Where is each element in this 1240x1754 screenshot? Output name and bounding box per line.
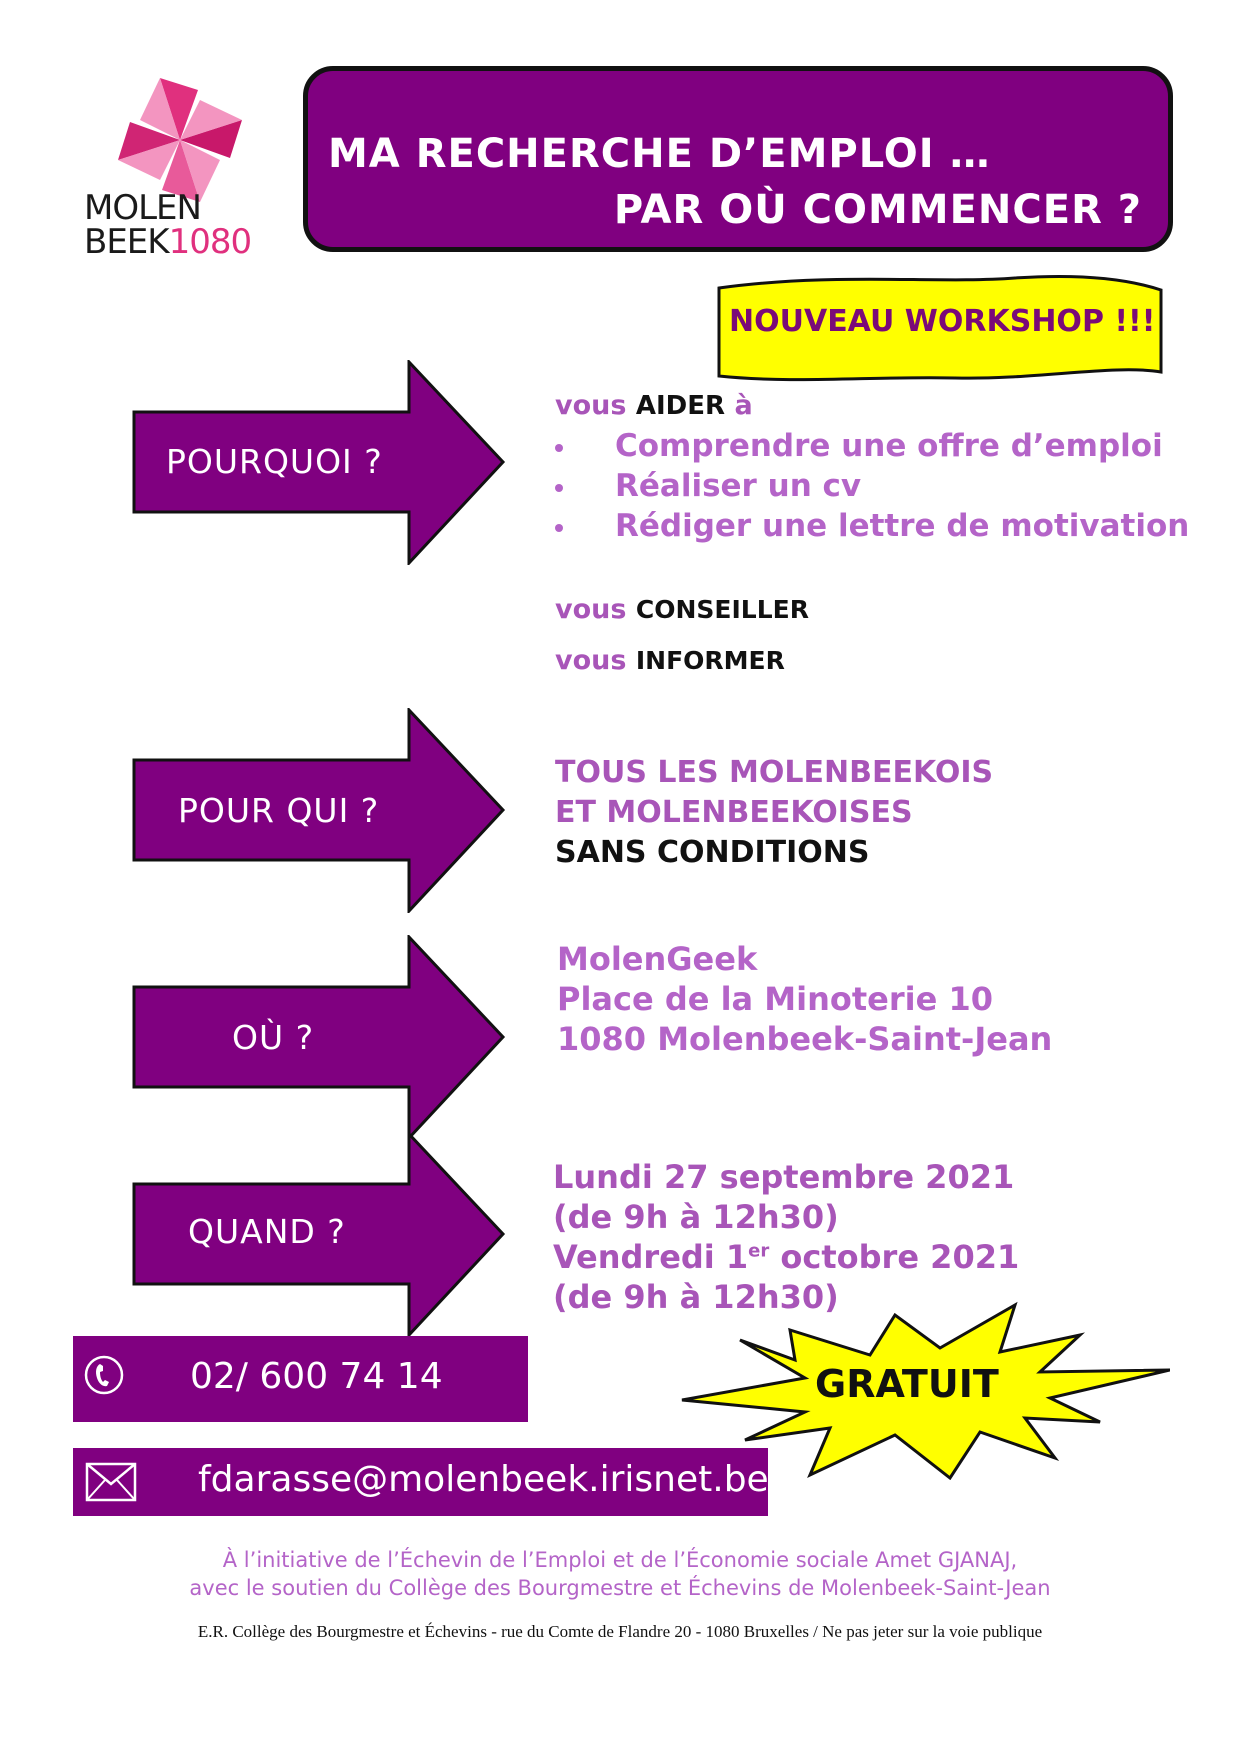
informer-line bbox=[555, 645, 785, 676]
quand-line1: Lundi 27 septembre 2021 bbox=[553, 1158, 1015, 1196]
aider-suffix: à bbox=[734, 390, 753, 421]
bullet-text: Rédiger une lettre de motivation bbox=[615, 508, 1190, 544]
logo-1080: 1080 bbox=[168, 222, 252, 262]
bullet-dot bbox=[555, 524, 563, 532]
bullet-dot bbox=[555, 484, 563, 492]
bullet-item bbox=[555, 508, 1189, 544]
label-pourquoi: POURQUOI ? bbox=[166, 442, 383, 481]
label-pour-qui: POUR QUI ? bbox=[178, 791, 380, 830]
quand-line2: (de 9h à 12h30) bbox=[553, 1198, 839, 1236]
email-address[interactable]: fdarasse@molenbeek.irisnet.be bbox=[198, 1459, 769, 1500]
informer-prefix: vous bbox=[555, 645, 627, 676]
bullet-text: Réaliser un cv bbox=[615, 468, 862, 504]
banner-text: NOUVEAU WORKSHOP !!! bbox=[729, 304, 1156, 339]
quand-line3-a: Vendredi 1 bbox=[553, 1238, 749, 1276]
bullet-item bbox=[555, 428, 1163, 464]
logo-line2 bbox=[84, 224, 251, 260]
aider-word: AIDER bbox=[635, 391, 726, 421]
label-ou: OÙ ? bbox=[232, 1018, 315, 1057]
phone-number[interactable]: 02/ 600 74 14 bbox=[190, 1356, 443, 1397]
title-line1: MA RECHERCHE D’EMPLOI … bbox=[328, 131, 991, 177]
pour-qui-line3: SANS CONDITIONS bbox=[555, 835, 870, 870]
ou-line2: Place de la Minoterie 10 bbox=[557, 980, 993, 1018]
label-quand: QUAND ? bbox=[188, 1212, 346, 1251]
ou-line3: 1080 Molenbeek-Saint-Jean bbox=[557, 1020, 1053, 1058]
gratuit-text: GRATUIT bbox=[815, 1362, 999, 1406]
quand-line4: (de 9h à 12h30) bbox=[553, 1278, 839, 1316]
bullet-dot bbox=[555, 444, 563, 452]
envelope-icon bbox=[85, 1462, 137, 1502]
quand-line3 bbox=[553, 1238, 1019, 1276]
quand-line3-b: octobre 2021 bbox=[769, 1238, 1020, 1276]
bullet-item bbox=[555, 468, 861, 504]
phone-icon bbox=[83, 1354, 125, 1396]
email-bar bbox=[73, 1448, 768, 1516]
ou-line1: MolenGeek bbox=[557, 940, 758, 978]
new-workshop-banner bbox=[715, 268, 1165, 388]
footer-er: E.R. Collège des Bourgmestre et Échevins - rue du Comte de Flandre 20 - 1080 Bruxelles / Ne pas jeter sur la voie publique bbox=[197, 1622, 1043, 1641]
bullet-text: Comprendre une offre d’emploi bbox=[615, 428, 1163, 464]
logo-line1: MOLEN bbox=[84, 188, 201, 228]
title-line2: PAR OÙ COMMENCER ? bbox=[613, 187, 1142, 233]
pour-qui-line1: TOUS LES MOLENBEEKOIS bbox=[555, 755, 994, 790]
molenbeek-logo bbox=[70, 60, 270, 270]
aider-prefix: vous bbox=[555, 390, 627, 421]
conseiller-line bbox=[555, 594, 809, 625]
pour-qui-line2: ET MOLENBEEKOISES bbox=[555, 795, 913, 830]
informer-word: INFORMER bbox=[635, 646, 785, 675]
quand-line3-sup: er bbox=[748, 1240, 770, 1262]
phone-bar bbox=[73, 1336, 528, 1422]
aider-line bbox=[555, 390, 753, 421]
title-box bbox=[303, 66, 1173, 252]
logo-beek: BEEK bbox=[84, 222, 169, 262]
conseiller-word: CONSEILLER bbox=[635, 595, 809, 624]
gratuit-starburst bbox=[680, 1300, 1170, 1480]
footer-line1: À l’initiative de l’Échevin de l’Emploi et de l’Économie sociale Amet GJANAJ, bbox=[222, 1548, 1018, 1572]
footer-line2: avec le soutien du Collège des Bourgmestre et Échevins de Molenbeek-Saint-Jean bbox=[189, 1576, 1051, 1600]
conseiller-prefix: vous bbox=[555, 594, 627, 625]
